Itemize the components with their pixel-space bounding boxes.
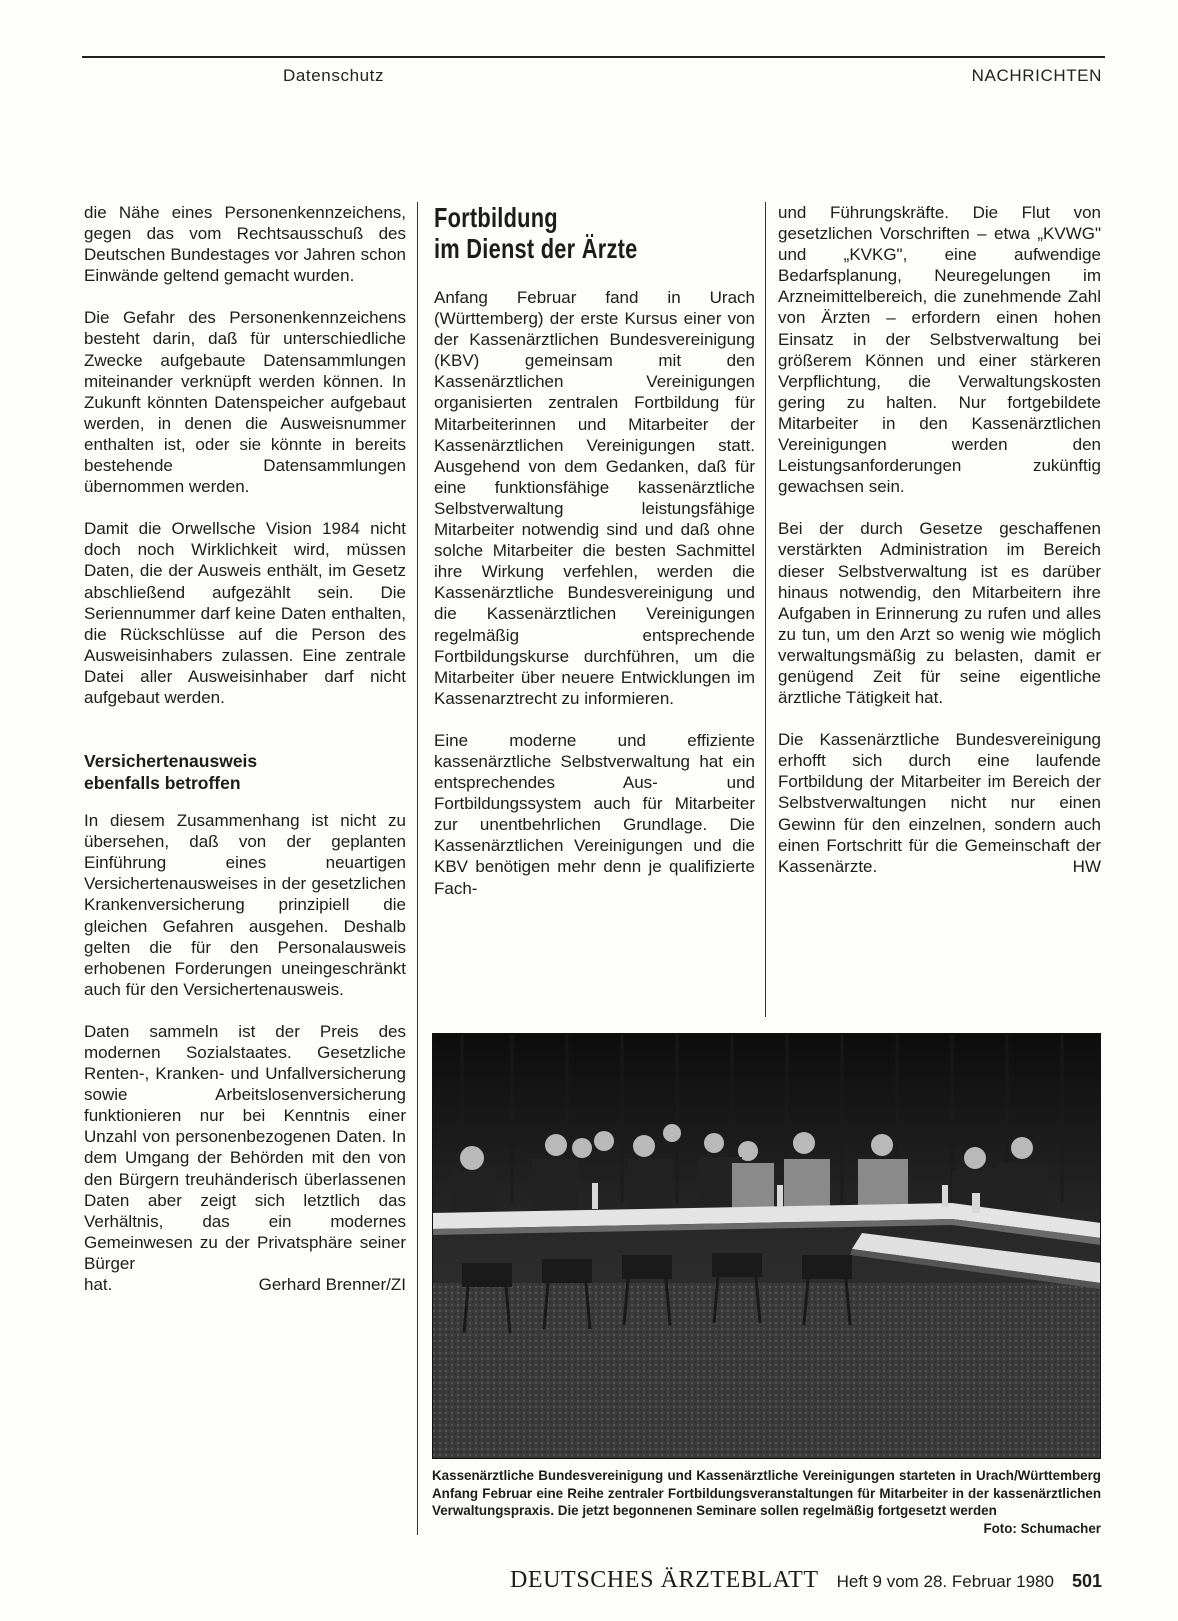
column-divider bbox=[417, 202, 418, 1535]
last-word: hat. bbox=[84, 1275, 113, 1295]
left-column bbox=[84, 202, 406, 1295]
signature-line bbox=[84, 1274, 406, 1295]
article-continuation bbox=[778, 202, 1101, 877]
paragraph: Die Kassenärztliche Bundesvereinigung erhofft sich durch eine laufende Fortbildung der Mitarbeiter im Bereich der Selbstverwaltungen nicht nur einen Gewinn für den einzelnen, sondern auch einen Fortschritt für die Gemeinschaft der Kassenärzte. HW bbox=[778, 730, 1101, 876]
paragraph: Damit die Orwellsche Vision 1984 nicht doch noch Wirklichkeit wird, müssen Daten, die der Ausweis enthält, im Gesetz abschließend aufgezählt sein. Die Seriennummer darf keine Daten enthalten, die Rückschlüsse auf die Person des Ausweisinhabers zulassen. Eine zentrale Datei aller Ausweisinhaber darf nicht aufgebaut werden. bbox=[84, 519, 406, 707]
paragraph: Die Gefahr des Personenkennzeichens besteht darin, daß für unterschiedliche Zwecke aufgebaute Datensammlungen miteinander verknüpft werden können. In Zukunft könnten Datenspeicher aufgebaut werden, in denen die Ausweisnummer enthalten ist, oder sie könnte in bereits bestehende Datensammlungen übernommen werden. bbox=[84, 308, 406, 497]
article-title: Fortbildung im Dienst der Ärzte bbox=[434, 202, 638, 264]
author-initials: HW bbox=[1072, 856, 1101, 876]
column-divider bbox=[765, 202, 766, 1017]
paragraph: In diesem Zusammenhang ist nicht zu übersehen, daß von der geplanten Einführung eines neuartigen Versichertenausweises in der gesetzlichen Krankenversicherung prinzipiell die gleichen Gefahren ausgehen. Deshalb gelten die für den Personalausweis erhobenen Forderungen uneingeschränkt auch für den Versichertenausweis. bbox=[84, 811, 406, 999]
header-rule bbox=[82, 56, 1105, 58]
paragraph: die Nähe eines Personenkennzeichens, gegen das vom Rechtsausschuß des Deutschen Bundestages vor Jahren schon Einwände geltend gemacht wurden. bbox=[84, 203, 406, 286]
page-footer bbox=[510, 1567, 1102, 1594]
caption-text: Kassenärztliche Bundesvereinigung und Kassenärztliche Vereinigungen starteten in Urach/Württemberg Anfang Februar eine Reihe zentraler Fortbildungsveranstaltungen für Mitarbeiter in der kassenärztlichen Verwaltungspraxis. Die jetzt begonnenen Seminare sollen regelmäßig fortgesetzt werden bbox=[432, 1468, 1101, 1518]
page-number: 501 bbox=[1071, 1571, 1102, 1591]
section-label: Datenschutz bbox=[283, 66, 385, 85]
subheading: Versichertenausweis ebenfalls betroffen bbox=[84, 751, 258, 794]
paragraph: Eine moderne und effiziente kassenärztliche Selbstverwaltung hat ein entsprechendes Aus- und Fortbildungssystem auch für Mitarbeiter zur unentbehrlichen Grundlage. Die Kassenärztlichen Vereinigungen und die KBV benötigen mehr denn je qualifizierte Fach- bbox=[434, 730, 755, 898]
issue-info: Heft 9 vom 28. Februar 1980 bbox=[836, 1572, 1054, 1591]
meeting-photo bbox=[432, 1033, 1101, 1459]
category-label: NACHRICHTEN bbox=[971, 66, 1102, 85]
photo-credit: Foto: Schumacher bbox=[983, 1520, 1101, 1536]
paragraph: und Führungskräfte. Die Flut von gesetzlichen Vorschriften – etwa „KVWG" und „KVKG", eine aufwendige Bedarfsplanung, Neuregelungen im Arzneimittelbereich, die zunehmende Zahl von Ärzten – erfordern einen hohen Einsatz in der Selbstverwaltung bei größerem Können und einer stärkeren Verpflichtung, die Verwaltungskosten gering zu halten. Nur fortgebildete Mitarbeiter in den Kassenärztlichen Vereinigungen werden den Leistungsanforderungen zukünftig gewachsen sein. bbox=[778, 203, 1101, 497]
article-column bbox=[434, 202, 755, 920]
paragraph: Daten sammeln ist der Preis des modernen Sozialstaates. Gesetzliche Renten-, Kranken- und Unfallversicherung sowie Arbeitslosenversicherung funktionieren nur bei Kenntnis einer Unzahl von personenbezogenen Daten. In dem Umgang der Behörden mit den von den Bürgern treuhänderisch überlassenen Daten aber zeigt sich letztlich das Verhältnis, das ein modernes Gemeinwesen zu der Privatsphäre seiner Bürger bbox=[84, 1021, 406, 1273]
paragraph: Bei der durch Gesetze geschaffenen verstärkten Administration im Bereich dieser Selbstverwaltung ist es darüber hinaus notwendig, den Mitarbeitern ihre Aufgaben in Erinnerung zu rufen und alles zu tun, um den Arzt so wenig wie möglich verwaltungsmäßig zu belasten, damit er genügend Zeit für seine eigentliche ärztliche Tätigkeit hat. bbox=[778, 519, 1101, 708]
author: Gerhard Brenner/ZI bbox=[258, 1275, 406, 1295]
journal-name: DEUTSCHES ÄRZTEBLATT bbox=[509, 1567, 819, 1593]
photo-caption bbox=[432, 1467, 1101, 1537]
paragraph: Anfang Februar fand in Urach (Württemberg) der erste Kursus einer von der Kassenärztlichen Bundesvereinigung (KBV) gemeinsam mit den Kassenärztlichen Vereinigungen organisierten zentralen Fortbildung für Mitarbeiterinnen und Mitarbeiter der Kassenärztlichen Vereinigungen statt. Ausgehend von dem Gedanken, daß für eine funktionsfähige kassenärztliche Selbstverwaltung leistungsfähige Mitarbeiter notwendig sind und daß ohne solche Mitarbeiter die besten Sachmittel ihre Wirkung verfehlen, werden die Kassenärztliche Bundesvereinigung und die Kassenärztlichen Vereinigungen regelmäßig entsprechende Fortbildungskurse durchführen, um die Mitarbeiter über neuere Entwicklungen im Kassenarztrecht zu informieren. bbox=[434, 288, 755, 708]
